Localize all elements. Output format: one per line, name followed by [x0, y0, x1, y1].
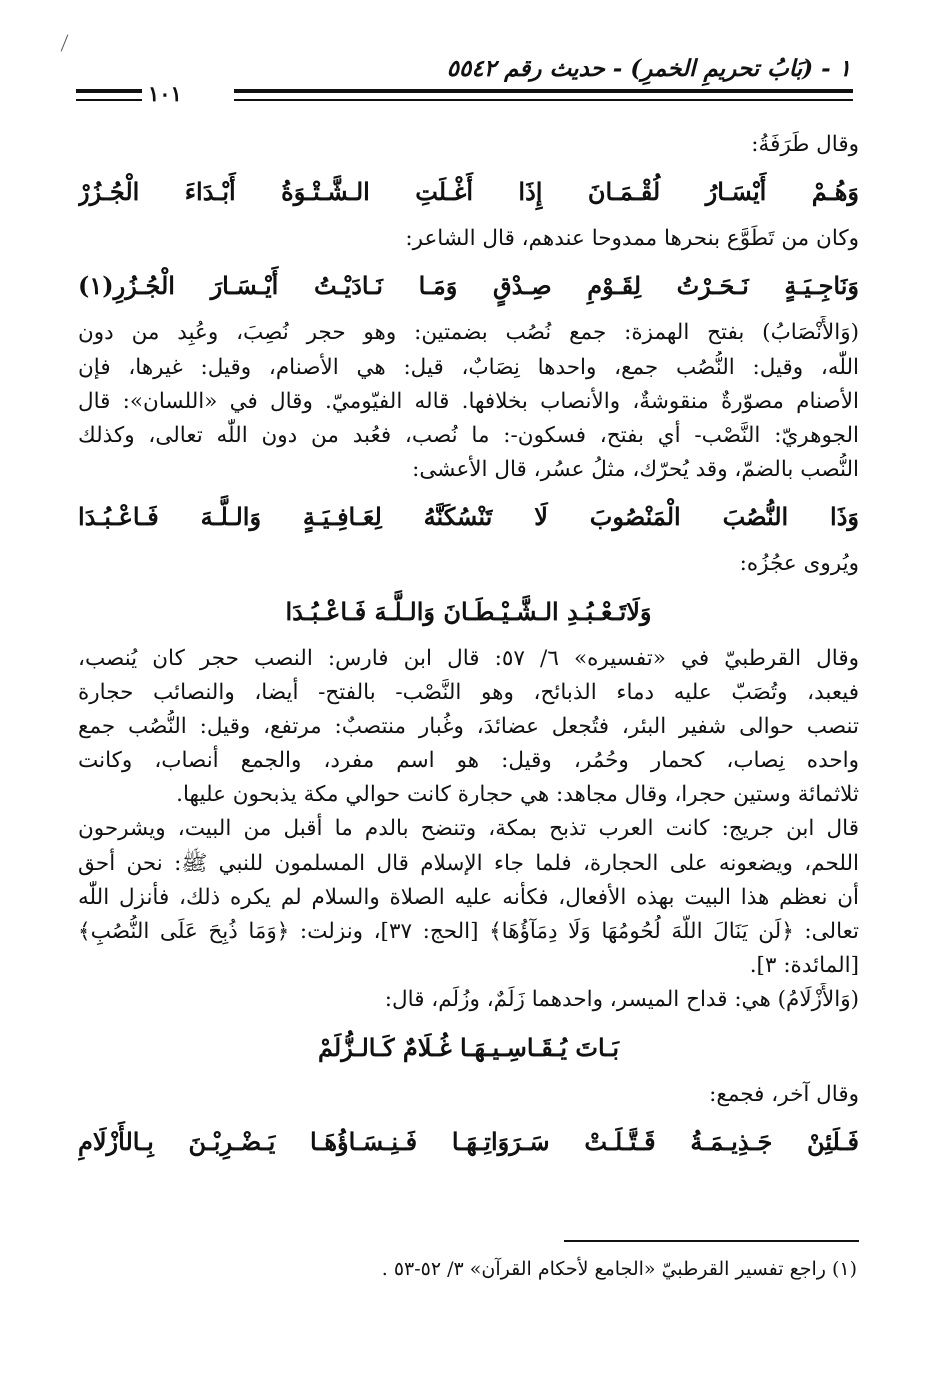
text-line: اللّٰه، وقيل: النُّصُب جمع، واحدها نِصَابٌ، قيل: هي الأصنام، وقيل: غيرها، فإن [78, 354, 859, 380]
verse-line: وَلَاتَـعْـبُـدِ الـشَّـيْـطَـانَ وَالـلَّـهَ فَـاعْـبُـدَا [285, 596, 652, 626]
text-line: (وَالأَزْلَامُ) هي: قداح الميسر، واحدهما زَلَمٌ، وزُلَم، قال: [384, 987, 859, 1013]
text-line: النُّصب بالضمّ، وقد يُحرّك، مثلُ عسُر، قال الأعشى: [412, 457, 859, 483]
footnote-rule [564, 1240, 859, 1242]
text-line: تعالى: ﴿لَن يَنَالَ اللَّهَ لُحُومُهَا وَلَا دِمَآؤُهَا﴾ [الحج: ٣٧]، ونزلت: ﴿وَمَا ذُبِحَ عَلَى النُّصُبِ﴾ [78, 919, 859, 944]
line-gap [78, 1112, 859, 1120]
line-gap [78, 487, 859, 495]
page-body [78, 128, 859, 1172]
text-line: واحده نِصاب، كحمار وحُمُر، وقيل: هو اسم مفرد، والجمع أنصاب، وكانت [78, 748, 859, 774]
line-gap [78, 162, 859, 170]
verse-line: وَنَاجِـيَـةٍ نَـحَـرْتُ لِقَـوْمِ صِـدْقٍ وَمَـا نَـادَيْـتُ أَيْـسَـارَ الْجُـزُرِ(١) [78, 271, 859, 301]
header-rule-left [76, 89, 142, 101]
line-gap [78, 1164, 859, 1172]
text-line: أن نعظم هذا البيت بهذه الأفعال، فكأنه عليه الصلاة والسلام لم يكره ذلك، فأنزل اللّٰه [78, 884, 859, 910]
footnote: (١) راجع تفسير القرطبيّ «الجامع لأحكام القرآن» ٣/ ٥٢-٥٣ . [381, 1258, 857, 1280]
verse-line: وَهُـمْ أَيْسَـارُ لُقْـمَـانَ إِذَا أَغْـلَتِ الـشَّـتْـوَةُ أَبْـدَاءَ الْجُـزُرْ [78, 177, 859, 207]
text-line: فيعبد، وتُصَبّ عليه دماء الذبائح، وهو النَّصْب- بالفتح- أيضا، والنصائب حجارة [78, 679, 859, 705]
page-number: ١٠١ [148, 81, 182, 106]
line-gap [78, 1018, 859, 1026]
running-title: ١ - (بَابُ تحريمِ الخمرِ) - حديث رقم ٥٥٤٢ [446, 55, 851, 82]
line-gap [78, 256, 859, 264]
text-line: ويُروى عجُزُه: [739, 551, 859, 577]
text-line: وقال آخر، فجمع: [709, 1081, 859, 1107]
line-gap [78, 582, 859, 590]
text-line: تنصب حوالى شفير البئر، فتُجعل عضائدَ، وغُبار منتصبٌ: مرتفع، وقيل: النُّصُب جمع [78, 713, 859, 739]
text-line: [المائدة: ٣]. [749, 953, 859, 979]
text-line: اللحم، ويضعونه على الحجارة، فلما جاء الإسلام قال المسلمون للنبي ﷺ: نحن أحق [78, 850, 859, 876]
pencil-mark [61, 34, 69, 51]
text-line: ثلاثمائة وستين حجرا، وقال مجاهد: هي حجارة كانت حوالي مكة يذبحون عليها. [176, 782, 859, 808]
text-line: قال ابن جريج: كانت العرب تذبح بمكة، وتنضح بالدم ما أقبل من البيت، ويشرحون [78, 816, 859, 842]
verse-line: وَذَا النُّصُبَ الْمَنْصُوبَ لَا تَنْسُكَنَّهُ لِعَـافِـيَـةٍ وَالـلَّـهَ فَـاعْـبُـدَا [78, 502, 859, 532]
line-gap [78, 1070, 859, 1078]
page-header [76, 55, 861, 105]
verse-line: بَـاتَ يُـقَـاسِـيـهَـا غُـلَامٌ كَـالـزُّلَمْ [317, 1032, 620, 1062]
text-line: (وَالأَنْصَابُ) بفتح الهمزة: جمع نُصُب بضمتين: وهو حجر نُصِبَ، وعُبِد من دون [78, 320, 859, 346]
header-rule [234, 89, 853, 101]
line-gap [78, 308, 859, 316]
line-gap [78, 214, 859, 222]
text-line: وقال القرطبيّ في «تفسيره» ٦/ ٥٧: قال ابن فارس: النصب حجر كان يُنصب، [78, 645, 859, 671]
verse-line: فَـلَئِنْ جَـذِيـمَـةُ قَـتَّـلَـتْ سَـرَوَاتِـهَـا فَـنِـسَـاؤُهَـا يَـضْـرِبْـنَ بِـالأَزْلَامِ [78, 1126, 859, 1156]
text-line: وكان من تَطَوَّع بنحرها ممدوحا عندهم، قال الشاعر: [405, 226, 859, 252]
text-line: وقال طَرَفَةُ: [751, 132, 859, 157]
line-gap [78, 539, 859, 547]
line-gap [78, 634, 859, 642]
text-line: الأصنام مصوّرةٌ منقوشةٌ، والأنصاب بخلافها. قاله الفيّوميّ. وقال في «اللسان»: قال [78, 388, 859, 414]
text-line: الجوهريّ: النَّصْب- أي بفتح، فسكون-: ما نُصب، فعُبد من دون اللّٰه تعالى، وكذلك [78, 422, 859, 448]
